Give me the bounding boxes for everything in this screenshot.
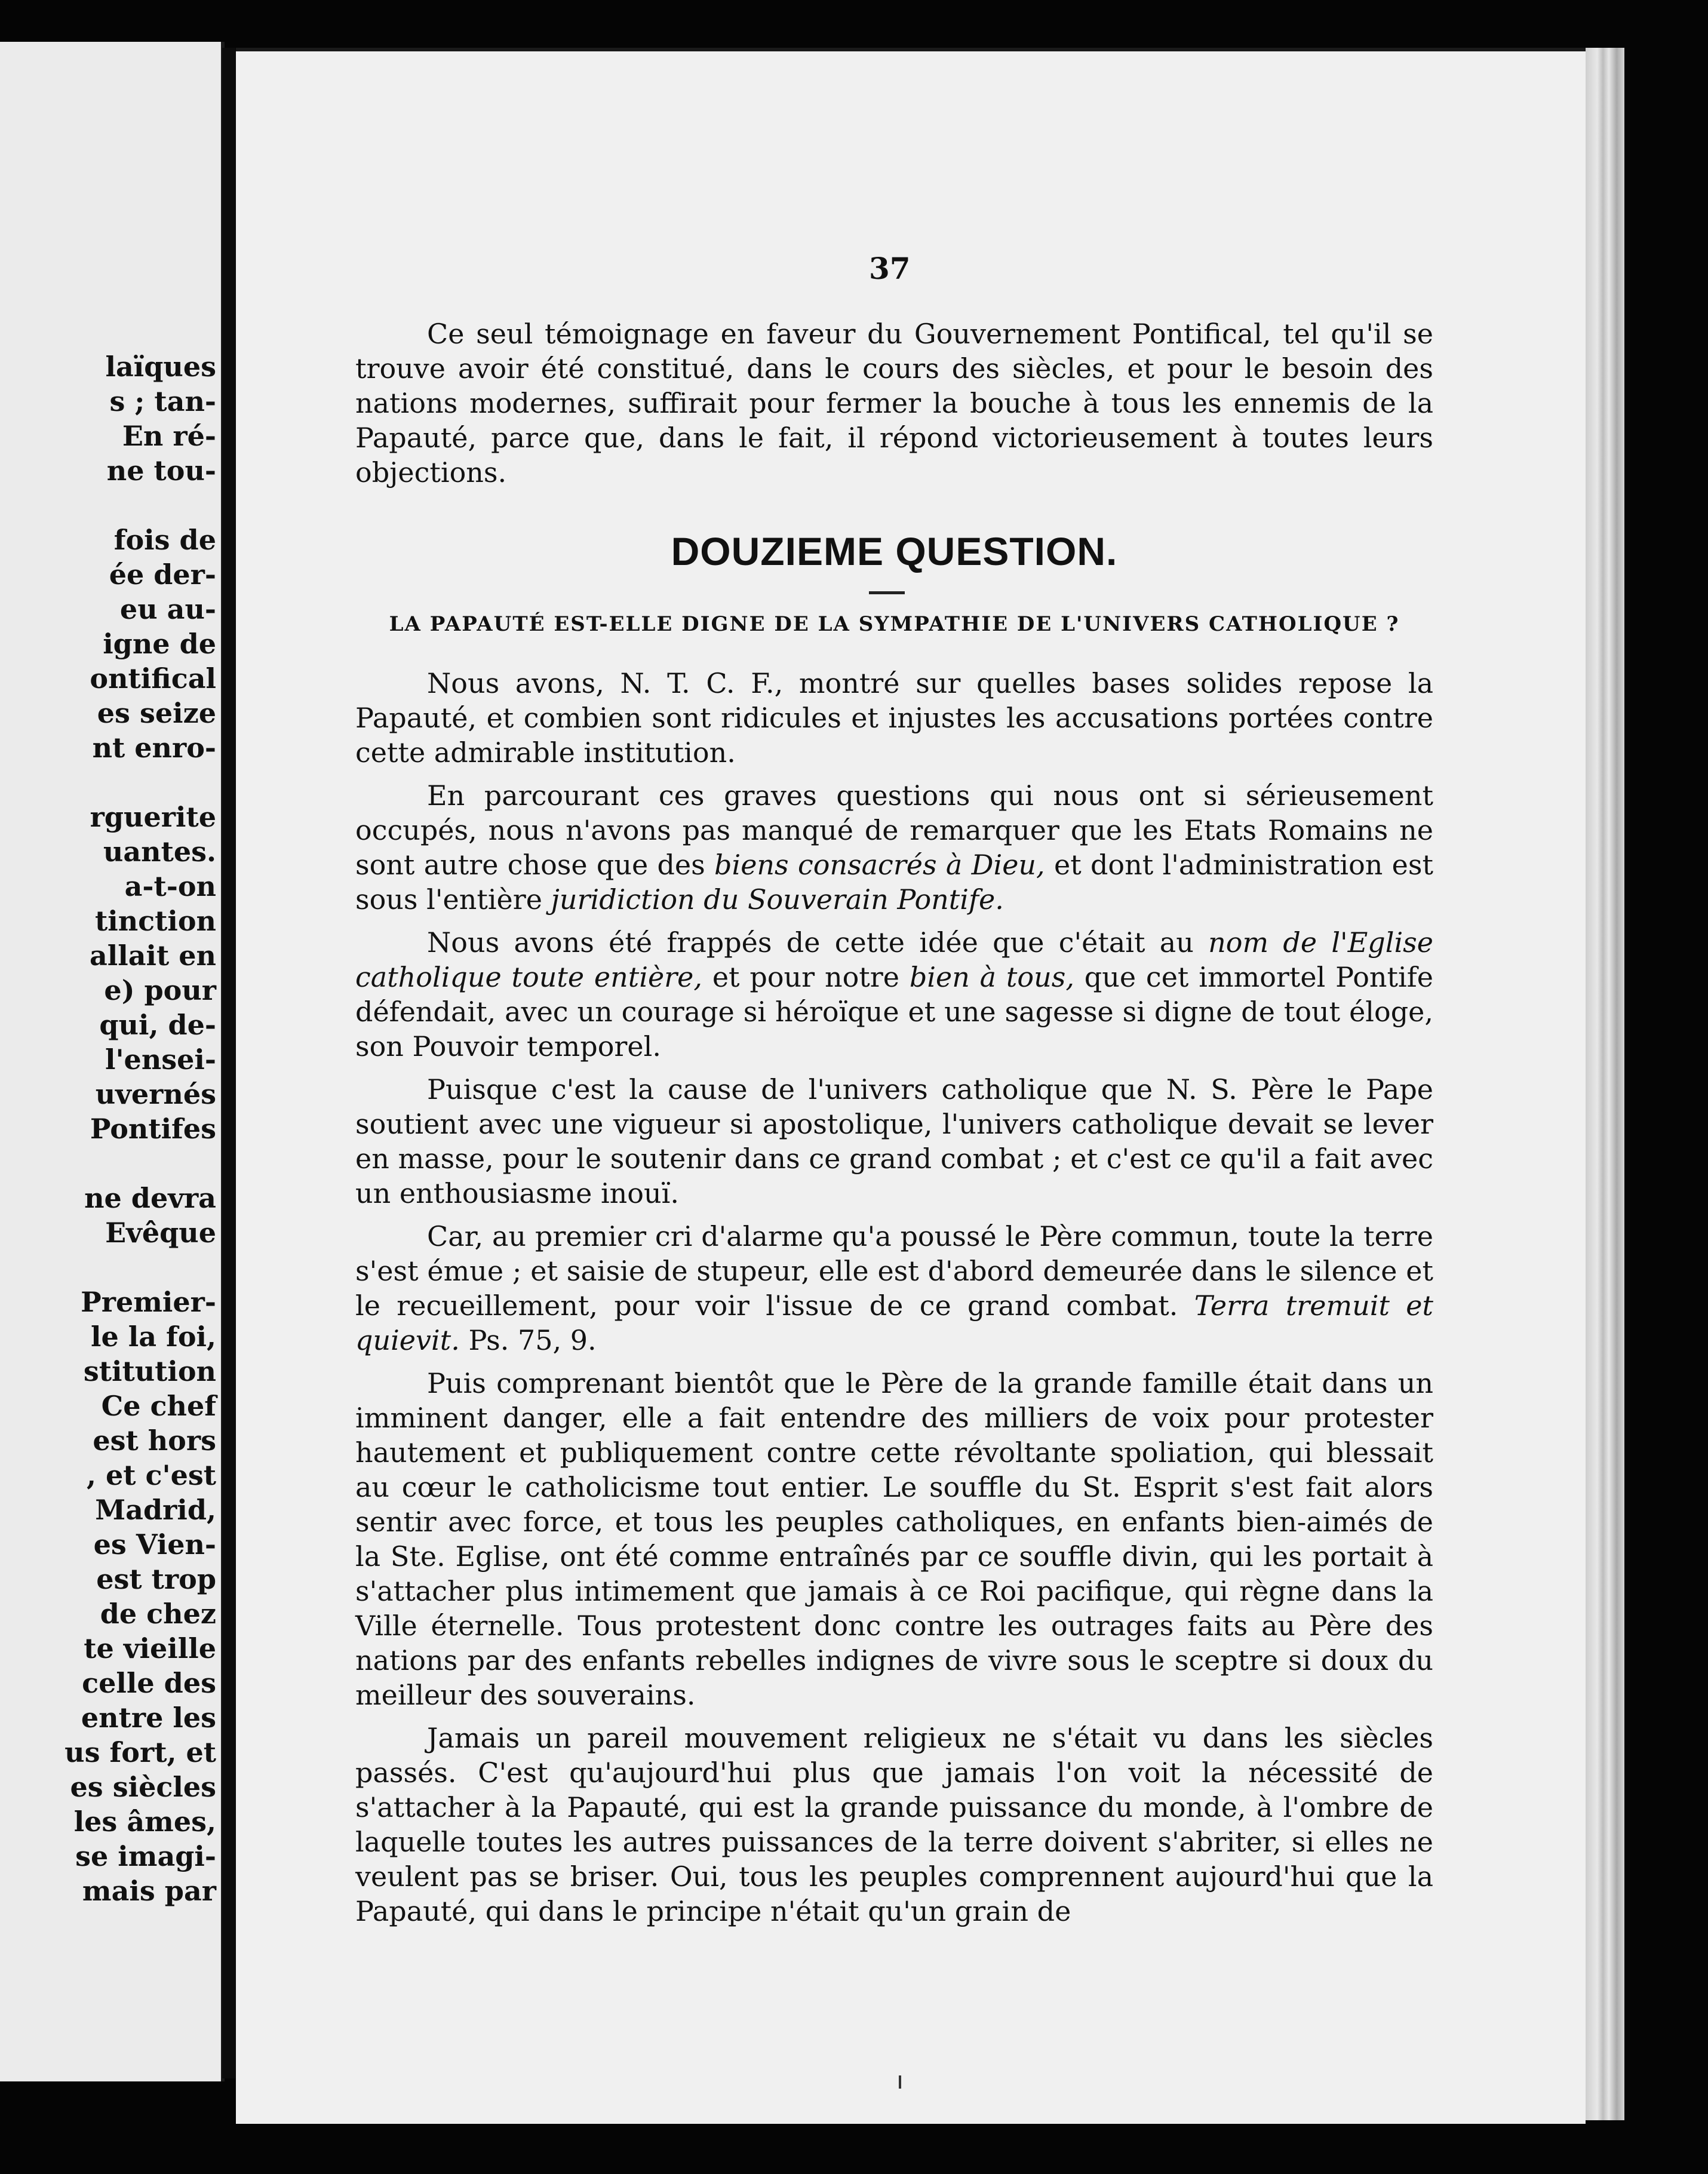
- left-page-line: Madrid,: [95, 1494, 216, 1526]
- page-number: 37: [869, 251, 911, 286]
- left-page-line: , et c'est: [86, 1459, 216, 1491]
- paragraph-3: [355, 925, 1433, 1064]
- left-page-fragment: [0, 42, 225, 2081]
- left-page-line: Ce chef: [101, 1390, 216, 1422]
- left-page-line: stitution: [83, 1355, 216, 1387]
- section-heading: DOUZIEME QUESTION.: [671, 529, 1118, 573]
- left-page-line: ontifical: [90, 662, 216, 695]
- left-page-line: Evêque: [105, 1217, 216, 1249]
- left-page-line: s ; tan-: [109, 385, 216, 417]
- left-page-line: l'ensei-: [105, 1043, 216, 1076]
- left-page-line: fois de: [113, 524, 216, 556]
- paragraph-3-text-b: et pour notre: [702, 961, 910, 993]
- left-page-line: [13, 765, 216, 800]
- left-page-line: mais par: [82, 1875, 216, 1907]
- intro-paragraph: Ce seul témoignage en faveur du Gouvernement Pontifical, tel qu'il se trouve avoir été constitué, dans le cours des siècles, et pour le besoin des nations modernes, suffirait pour fermer la bouche à tous les ennemis de la Papauté, parce que, dans le fait, il répond victorieusement à toutes leurs objections.: [355, 318, 1433, 489]
- left-page-line: es siècles: [70, 1771, 216, 1803]
- left-page-line: celle des: [82, 1667, 216, 1699]
- left-page-line: le la foi,: [90, 1321, 216, 1353]
- left-page-line: e) pour: [104, 974, 216, 1006]
- left-page-line: qui, de-: [99, 1009, 216, 1041]
- paragraph-5-citation: Ps. 75, 9.: [459, 1324, 597, 1356]
- left-page-line: uantes.: [103, 836, 216, 868]
- paragraph-6: Puis comprenant bientôt que le Père de la grande famille était dans un imminent danger, elle a fait entendre des milliers de voix pour protester hautement et publiquement contre cette révoltante spoliation, qui blessait au cœur le catholicisme tout entier. Le souffle du St. Esprit s'est fait alors sentir avec force, et tous les peuples catholiques, en enfants bien-aimés de la Ste. Eglise, ont été comme entraînés par ce souffle divin, qui les portait à s'attacher plus intimement que jamais à ce Roi pacifique, qui règne dans la Ville éternelle. Tous protestent donc contre les outrages faits au Père des nations par des enfants rebelles indignes de vivre sous le sceptre si doux du meilleur des souverains.: [355, 1367, 1433, 1711]
- left-page-line: ée der-: [109, 558, 216, 591]
- left-page-line: entre les: [81, 1702, 216, 1734]
- left-page-line: [13, 488, 216, 523]
- left-page-line: est trop: [96, 1563, 216, 1595]
- book-spine: [222, 48, 235, 2078]
- left-page-line: Premier-: [81, 1286, 216, 1318]
- paragraph-5-text-a: Car, au premier cri d'alarme qu'a poussé le Père commun, toute la terre s'est émue ; et saisie de stupeur, elle est d'abord demeurée dans le silence et le recueillement, pour voir l'issue de ce grand combat.: [355, 1220, 1433, 1322]
- left-page-line: allait en: [89, 939, 216, 972]
- paragraph-7: Jamais un pareil mouvement religieux ne s'était vu dans les siècles passés. C'est qu'aujourd'hui plus que jamais l'on voit la nécessité de s'attacher à la Papauté, qui est la grande puissance du monde, à l'ombre de laquelle toutes les autres puissances de la terre doivent s'abriter, si elles ne veulent pas se briser. Oui, tous les peuples comprennent aujourd'hui que la Papauté, qui dans le principe n'était qu'un grain de: [355, 1722, 1433, 1927]
- paragraph-1: Nous avons, N. T. C. F., montré sur quelles bases solides repose la Papauté, et combien sont ridicules et injustes les accusations portées contre cette admirable institution.: [355, 667, 1433, 769]
- left-page-line: ne tou-: [106, 455, 216, 487]
- heading-rule: [869, 591, 905, 594]
- left-page-line: de chez: [100, 1598, 216, 1630]
- paragraph-5: [355, 1219, 1433, 1358]
- left-page-line: les âmes,: [73, 1805, 216, 1838]
- paragraph-3-italic-b: bien à tous,: [909, 961, 1074, 993]
- paragraph-5-italic: Terra tremuit et quievit.: [355, 1289, 1434, 1356]
- left-page-line: us fort, et: [64, 1736, 216, 1768]
- left-page-line: tinction: [94, 905, 216, 937]
- left-page-line: se imagi-: [75, 1840, 216, 1872]
- left-page-line: es Vien-: [93, 1528, 216, 1561]
- left-page-line: igne de: [103, 628, 216, 660]
- paragraph-3-italic-a: nom de l'Eglise catholique toute entière,: [355, 926, 1433, 993]
- left-page-line: a-t-on: [124, 870, 216, 902]
- section-subheading: LA PAPAUTÉ EST-ELLE DIGNE DE LA SYMPATHIE DE L'UNIVERS CATHOLIQUE ?: [389, 612, 1400, 636]
- paragraph-2-italic-b: juridiction du Souverain Pontife.: [551, 883, 1004, 916]
- left-page-line: uvernés: [95, 1078, 216, 1110]
- left-page-line: [13, 1146, 216, 1181]
- left-page-text: [13, 349, 216, 1908]
- left-page-line: [13, 1250, 216, 1285]
- paragraph-2: [355, 778, 1433, 917]
- paragraph-2-italic-a: biens consacrés à Dieu,: [714, 849, 1045, 881]
- intro-text: [355, 317, 1433, 498]
- paragraph-4: Puisque c'est la cause de l'univers catholique que N. S. Père le Pape soutient avec une vigueur si apostolique, l'univers catholique devait se lever en masse, pour le soutenir dans ce grand combat ; et c'est ce qu'il a fait avec un enthousiasme inouï.: [355, 1073, 1433, 1209]
- paragraph-2-text-b: et dont l'administration est sous l'entière: [355, 849, 1433, 916]
- left-page-line: ne devra: [84, 1182, 216, 1214]
- left-page-line: nt enro-: [92, 732, 216, 764]
- left-page-line: est hors: [93, 1424, 216, 1457]
- bottom-mark: [899, 2075, 901, 2089]
- left-page-line: eu au-: [119, 593, 216, 625]
- paragraph-3-text-a: Nous avons été frappés de cette idée que c'était au: [427, 926, 1209, 959]
- body-text: [355, 666, 1433, 1937]
- paragraph-3-text-c: que cet immortel Pontife défendait, avec un courage si héroïque et une sagesse si digne de tout éloge, son Pouvoir temporel.: [355, 961, 1433, 1063]
- left-page-line: laïques: [105, 351, 216, 383]
- left-page-line: es seize: [97, 697, 216, 729]
- paragraph-2-text-a: En parcourant ces graves questions qui nous ont si sérieusement occupés, nous n'avons pas manqué de remarquer que les Etats Romains ne sont autre chose que des: [355, 779, 1433, 881]
- left-page-line: rguerite: [90, 801, 216, 833]
- left-page-line: Pontifes: [90, 1113, 216, 1145]
- page-edge: [1586, 48, 1624, 2120]
- left-page-line: te vieille: [84, 1632, 216, 1665]
- left-page-line: En ré-: [122, 420, 216, 452]
